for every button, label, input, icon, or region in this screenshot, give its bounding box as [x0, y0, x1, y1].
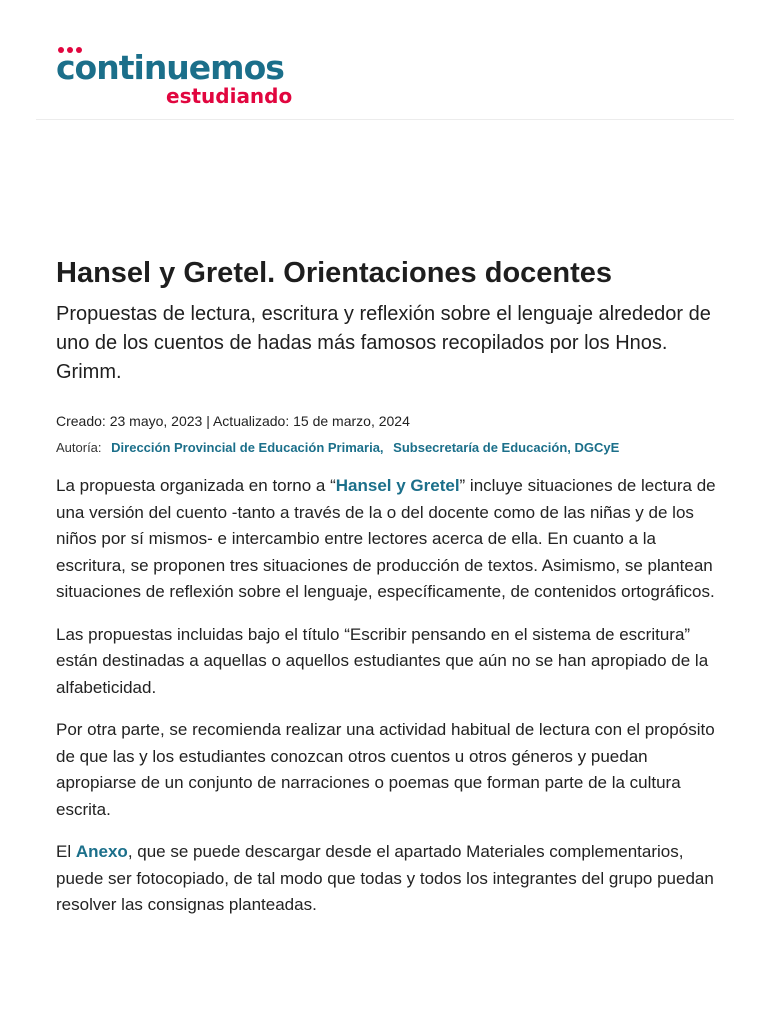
authors-label: Autoría:: [56, 440, 102, 455]
p1-text-after: ” incluye situaciones de lectura de una versión del cuento -tanto a través de la o del docente como de las niñas y de los niños por sí mismos- e intercambio entre lectores acerca de ella. En cuanto a la escritura, se proponen tres situaciones de producción de textos. Asimismo, se plantean situaciones de reflexión sobre el lenguaje, específicamente, de contenidos ortográficos.: [56, 476, 716, 601]
author-link-primaria[interactable]: Dirección Provincial de Educación Primaria,: [111, 440, 384, 455]
p4-text-before: El: [56, 842, 76, 861]
paragraph-2: Las propuestas incluidas bajo el título “Escribir pensando en el sistema de escritura” están destinadas a aquellas o aquellos estudiantes que aún no se han apropiado de la alfabeticidad.: [56, 624, 709, 697]
site-header: [36, 0, 734, 120]
logo-sub-text: estudiando: [166, 84, 293, 108]
page-subtitle: Propuestas de lectura, escritura y reflexión sobre el lenguaje alrededor de uno de los cuentos de hadas más famosos recopilados por los Hnos. Grimm.: [56, 303, 711, 383]
p4-text-after: , que se puede descargar desde el apartado Materiales complementarios, puede ser fotocopiado, de tal modo que todas y todos los integrantes del grupo puedan resolver las consignas planteadas.: [56, 842, 714, 914]
article-body: [56, 473, 720, 919]
hansel-gretel-link[interactable]: Hansel y Gretel: [335, 476, 460, 495]
paragraph-1: [56, 473, 720, 606]
anexo-link[interactable]: Anexo: [75, 842, 128, 861]
logo-main-text: continuemos: [56, 48, 284, 87]
page-title: Hansel y Gretel. Orientaciones docentes: [56, 257, 613, 289]
authors-line: [56, 439, 720, 457]
article-dates: Creado: 23 mayo, 2023 | Actualizado: 15 de marzo, 2024: [56, 413, 410, 429]
author-link-subsecretaria[interactable]: Subsecretaría de Educación, DGCyE: [393, 440, 620, 455]
p1-text-before: La propuesta organizada en torno a “: [56, 476, 336, 495]
article: [56, 250, 720, 919]
paragraph-3: Por otra parte, se recomienda realizar una actividad habitual de lectura con el propósito de que las y los estudiantes conozcan otros cuentos u otros géneros y puedan apropiarse de un conjunto de narraciones o poemas que forman parte de la cultura escrita.: [56, 720, 715, 819]
paragraph-4: [56, 839, 720, 919]
